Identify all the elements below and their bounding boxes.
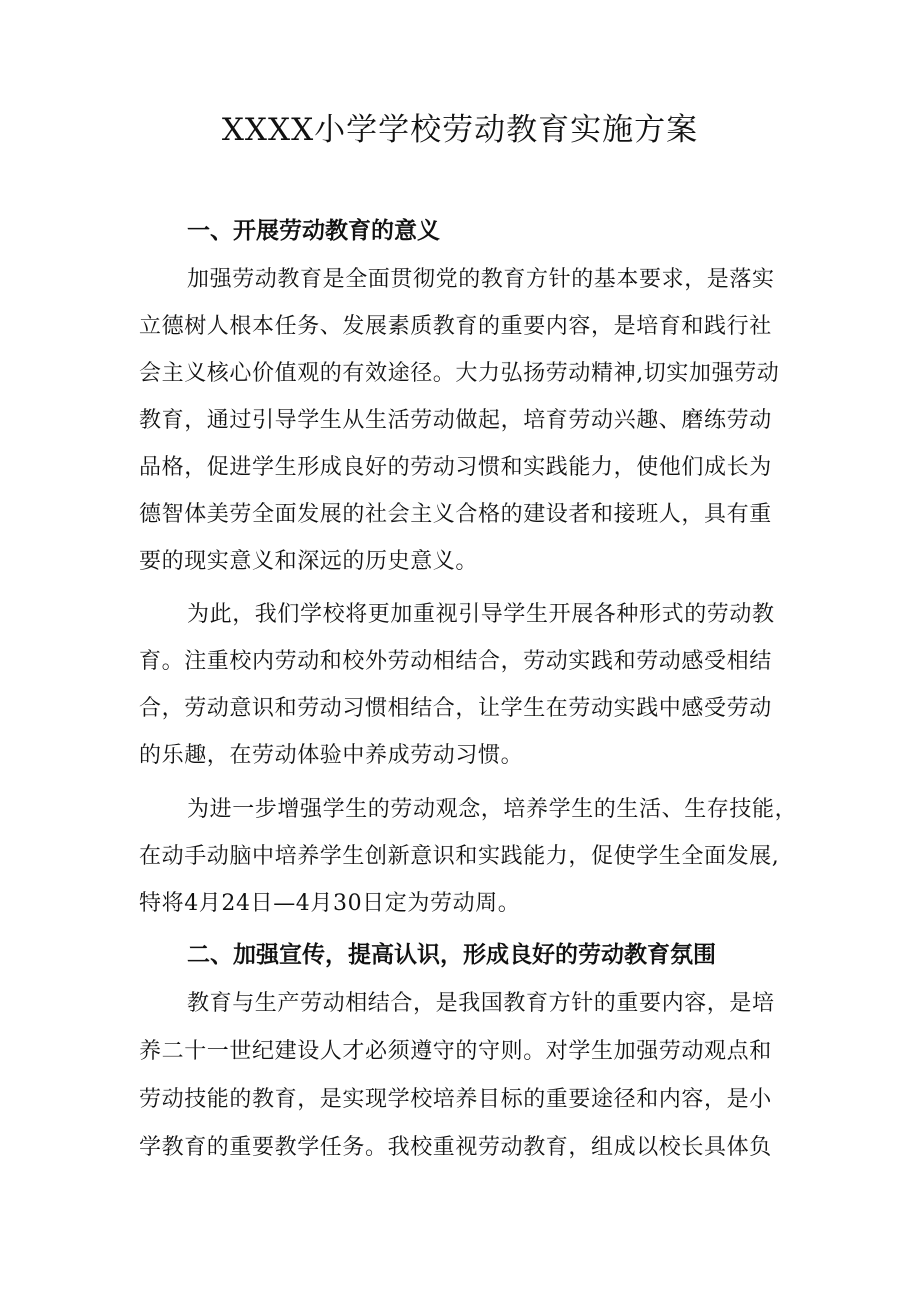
paragraph-line: 会主义核心价值观的有效途径。大力弘扬劳动精神,切实加强劳动 (139, 361, 780, 386)
paragraph-line: 教育与生产劳动相结合，是我国教育方针的重要内容，是培 (187, 991, 775, 1016)
section-heading-1: 一、开展劳动教育的意义 (187, 218, 440, 244)
paragraph-line: 学教育的重要教学任务。我校重视劳动教育，组成以校长具体负 (139, 1135, 772, 1160)
paragraph-line: 合，劳动意识和劳动习惯相结合，让学生在劳动实践中感受劳动 (139, 696, 772, 721)
paragraph-line: 的乐趣，在劳动体验中养成劳动习惯。 (139, 743, 524, 768)
paragraph-line: 立德树人根本任务、发展素质教育的重要内容，是培育和践行社 (139, 314, 772, 339)
paragraph-line: 特将4月24日—4月30日定为劳动周。 (139, 891, 521, 916)
paragraph-line: 教育，通过引导学生从生活劳动做起，培育劳动兴趣、磨练劳动 (139, 408, 772, 433)
document-title: XXXX小学学校劳动教育实施方案 (221, 112, 699, 148)
paragraph-line: 劳动技能的教育，是实现学校培养目标的重要途径和内容，是小 (139, 1087, 772, 1112)
paragraph-line: 品格，促进学生形成良好的劳动习惯和实践能力，使他们成长为 (139, 455, 772, 480)
paragraph-line: 德智体美劳全面发展的社会主义合格的建设者和接班人，具有重 (139, 502, 772, 527)
paragraph-line: 加强劳动教育是全面贯彻党的教育方针的基本要求，是落实 (187, 267, 775, 292)
paragraph-line: 养二十一世纪建设人才必须遵守的守则。对学生加强劳动观点和 (139, 1039, 772, 1064)
paragraph-line: 育。注重校内劳动和校外劳动相结合，劳动实践和劳动感受相结 (139, 649, 772, 674)
paragraph-line: 为此，我们学校将更加重视引导学生开展各种形式的劳动教 (187, 602, 775, 627)
section-heading-2: 二、加强宣传，提高认识，形成良好的劳动教育氛围 (187, 942, 716, 968)
paragraph-line: 在动手动脑中培养学生创新意识和实践能力，促使学生全面发展, (139, 844, 780, 869)
paragraph-line: 要的现实意义和深远的历史意义。 (139, 549, 479, 574)
paragraph-line: 为进一步增强学生的劳动观念，培养学生的生活、生存技能， (187, 797, 798, 822)
